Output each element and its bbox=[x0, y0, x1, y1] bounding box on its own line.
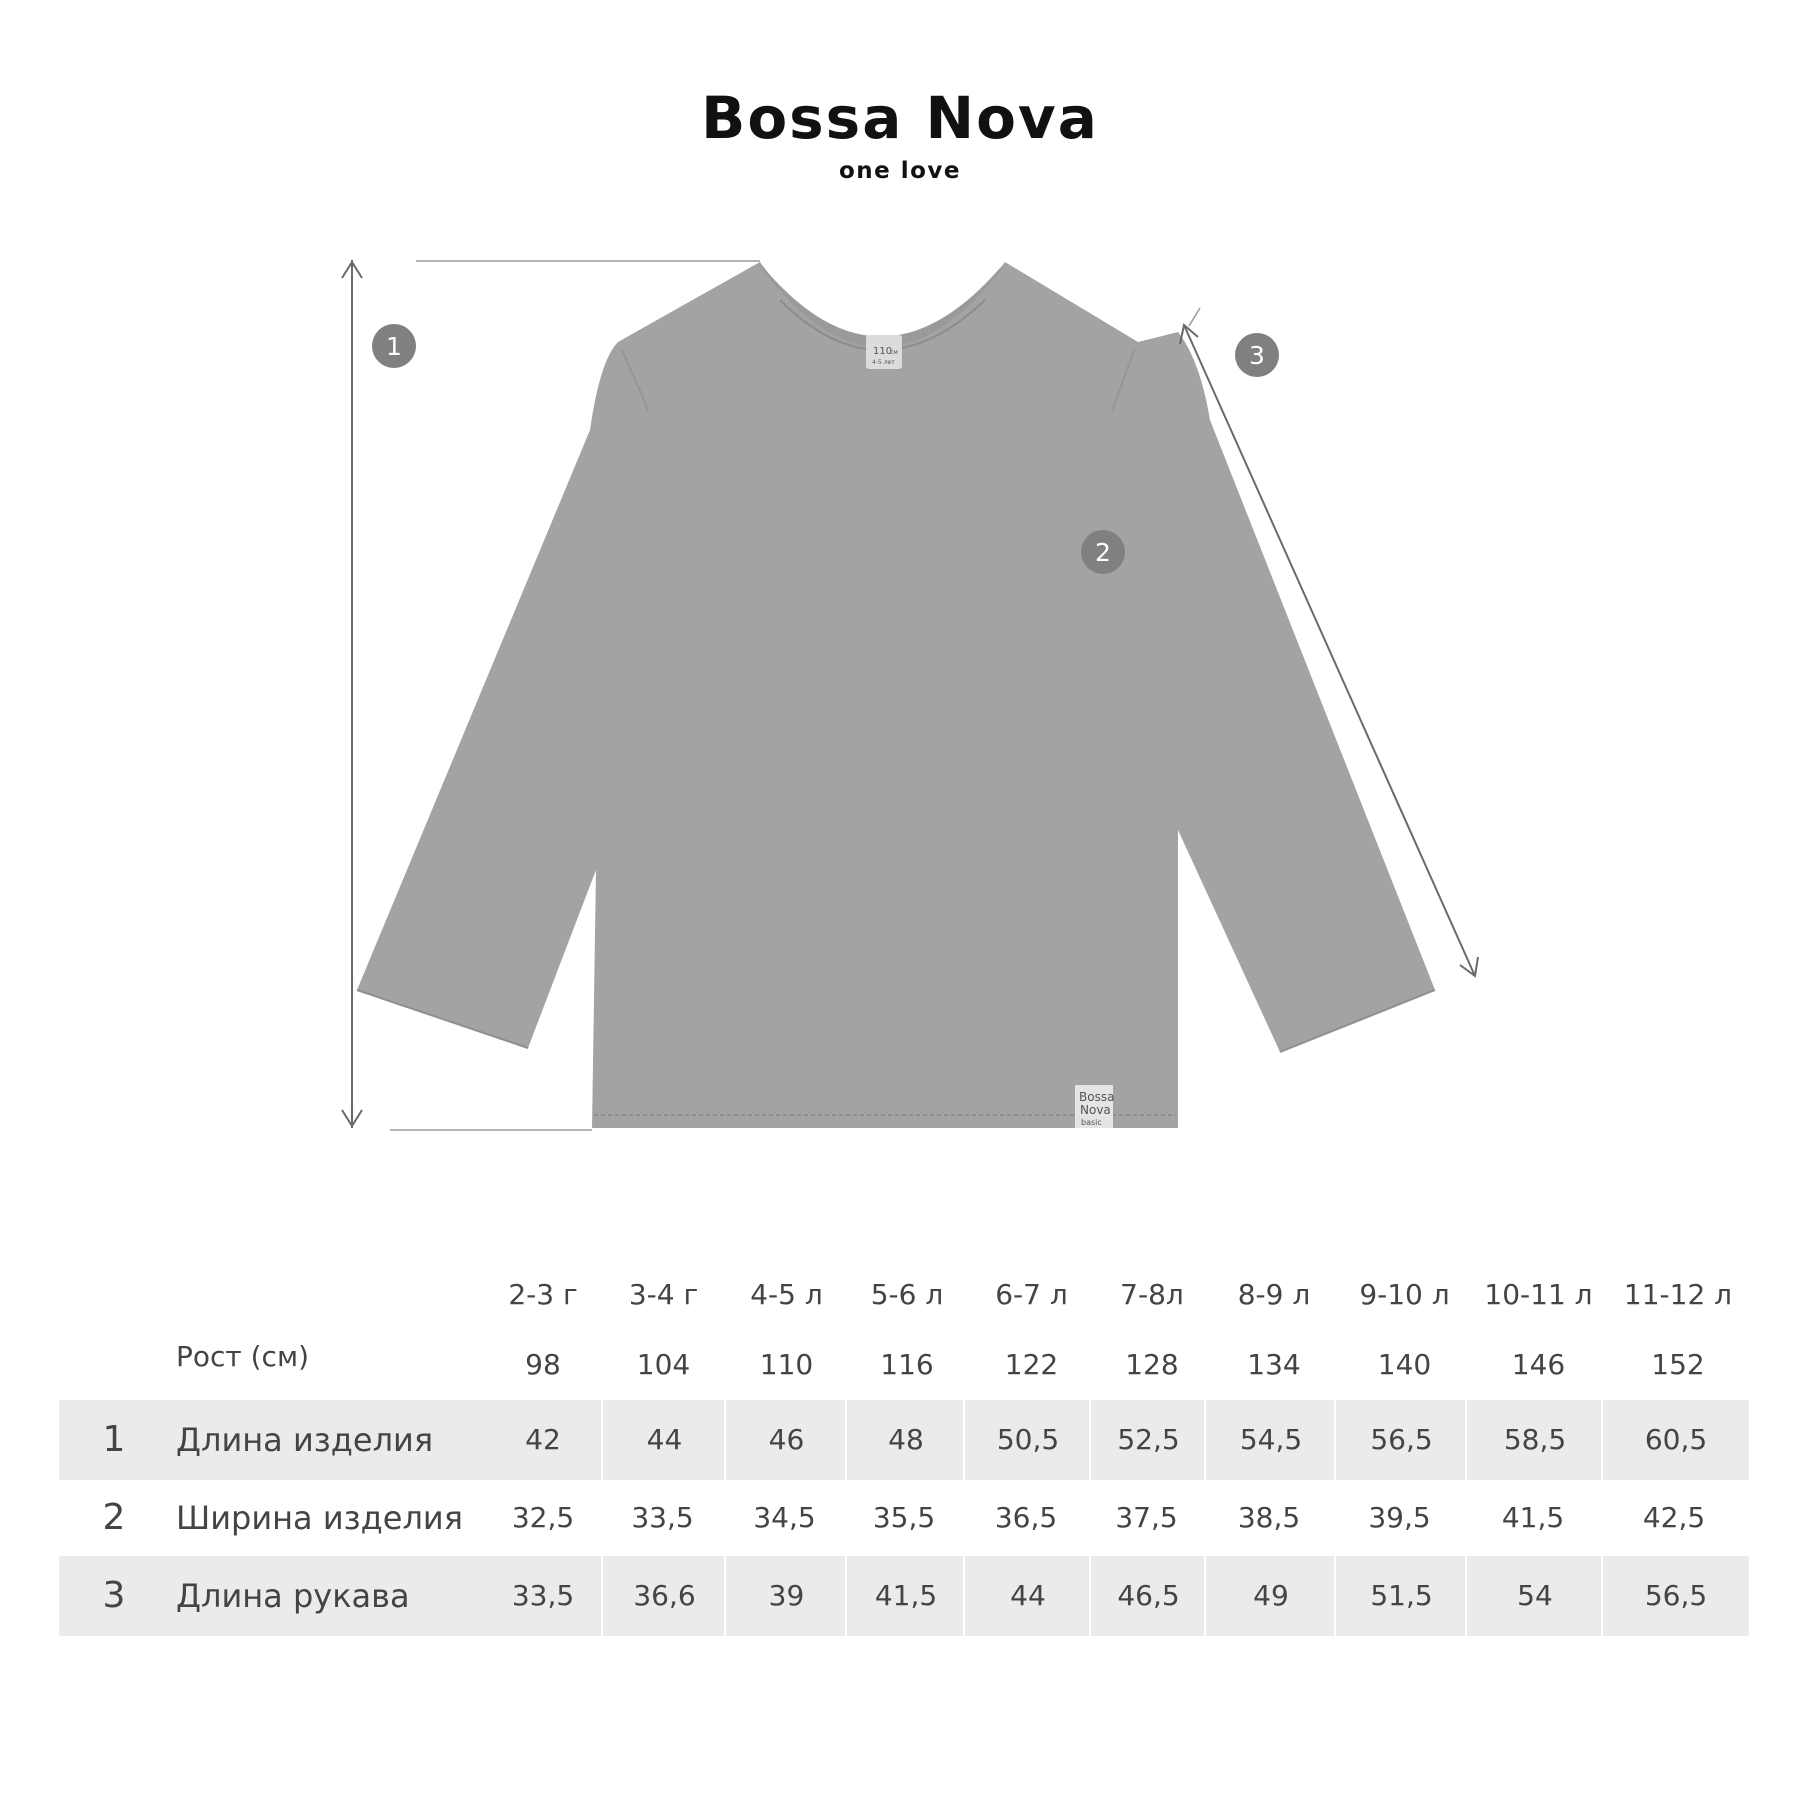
table-cell: 33,5 bbox=[511, 1579, 575, 1612]
table-cell: 54 bbox=[1465, 1556, 1603, 1636]
marker-2-label: 2 bbox=[1095, 538, 1111, 567]
table-cell: 42 bbox=[525, 1423, 561, 1456]
marker-1 bbox=[372, 324, 416, 368]
height-value: 122 bbox=[1004, 1348, 1059, 1381]
table-cell: 32,5 bbox=[511, 1501, 575, 1534]
height-value: 116 bbox=[880, 1348, 934, 1381]
neck-tag bbox=[866, 335, 902, 369]
table-cell: 35,5 bbox=[872, 1501, 936, 1534]
size-header: 7-8л bbox=[1120, 1278, 1184, 1311]
row-number: 1 bbox=[102, 1419, 126, 1460]
table-cell: 51,5 bbox=[1334, 1556, 1467, 1636]
table-cell: 44 bbox=[601, 1400, 726, 1480]
size-header: 10-11 л bbox=[1484, 1278, 1593, 1311]
table-cell: 50,5 bbox=[963, 1400, 1091, 1480]
brand-subtitle: one love bbox=[838, 158, 962, 184]
table-cell: 54,5 bbox=[1204, 1400, 1336, 1480]
height-value: 146 bbox=[1511, 1348, 1566, 1381]
hem-tag bbox=[1075, 1085, 1114, 1128]
row-number: 2 bbox=[102, 1497, 126, 1538]
height-value: 128 bbox=[1125, 1348, 1179, 1381]
size-header: 2-3 г bbox=[508, 1278, 578, 1311]
neck-tag-unit: см bbox=[890, 349, 898, 356]
table-cell: 33,5 bbox=[631, 1501, 694, 1534]
table-row bbox=[59, 1556, 1749, 1636]
size-header: 8-9 л bbox=[1237, 1278, 1311, 1311]
shirt-body bbox=[357, 262, 1435, 1128]
table-cell: 39,5 bbox=[1368, 1501, 1431, 1534]
table-cell: 56,5 bbox=[1601, 1556, 1749, 1636]
table-cell: 48 bbox=[845, 1400, 965, 1480]
row-number: 3 bbox=[102, 1575, 126, 1616]
table-cell: 49 bbox=[1204, 1556, 1336, 1636]
table-cell: 39 bbox=[724, 1556, 847, 1636]
height-value: 110 bbox=[759, 1348, 814, 1381]
table-cell: 56,5 bbox=[1334, 1400, 1467, 1480]
longsleeve-shirt bbox=[357, 262, 1435, 1128]
row-label: Ширина изделия bbox=[176, 1499, 463, 1537]
size-header: 4-5 л bbox=[750, 1278, 823, 1311]
table-cell: 46 bbox=[724, 1400, 847, 1480]
hem-tag-line2: Nova bbox=[1080, 1103, 1111, 1117]
marker-3-label: 3 bbox=[1249, 341, 1265, 370]
table-cell: 36,5 bbox=[994, 1501, 1058, 1534]
marker-3 bbox=[1235, 333, 1279, 377]
height-value: 152 bbox=[1651, 1348, 1705, 1381]
marker-2 bbox=[1081, 530, 1125, 574]
row-label: Длина рукава bbox=[176, 1577, 410, 1615]
table-cell: 42,5 bbox=[1642, 1501, 1706, 1534]
size-header: 3-4 г bbox=[628, 1278, 699, 1311]
height-value: 98 bbox=[525, 1348, 561, 1381]
table-cell: 46,5 bbox=[1089, 1556, 1206, 1636]
table-cell: 38,5 bbox=[1237, 1501, 1301, 1534]
size-header: 5-6 л bbox=[870, 1278, 944, 1311]
table-cell: 60,5 bbox=[1601, 1400, 1749, 1480]
height-value: 104 bbox=[636, 1348, 691, 1381]
neck-tag-age: 4-5 лет bbox=[872, 359, 895, 366]
row-label: Длина изделия bbox=[176, 1421, 434, 1459]
table-row bbox=[59, 1400, 1749, 1480]
size-header: 11-12 л bbox=[1623, 1278, 1733, 1311]
table-cell: 36,6 bbox=[601, 1556, 726, 1636]
neck-tag-size: 110 bbox=[873, 346, 893, 357]
brand-title: Bossa Nova bbox=[701, 84, 1099, 152]
table-cell: 37,5 bbox=[1115, 1501, 1178, 1534]
table-row bbox=[59, 1478, 1749, 1558]
arrow-down-icon bbox=[1460, 957, 1478, 976]
table-cell: 41,5 bbox=[1501, 1501, 1565, 1534]
height-value: 140 bbox=[1377, 1348, 1432, 1381]
marker-1-label: 1 bbox=[386, 332, 402, 361]
size-header: 6-7 л bbox=[995, 1278, 1068, 1311]
table-cell: 58,5 bbox=[1465, 1400, 1603, 1480]
table-cell: 41,5 bbox=[845, 1556, 965, 1636]
table-cell: 52,5 bbox=[1089, 1400, 1206, 1480]
hem-tag-line1: Bossa bbox=[1079, 1090, 1115, 1104]
table-cell: 34,5 bbox=[753, 1501, 816, 1534]
table-cell: 44 bbox=[963, 1556, 1091, 1636]
size-header: 9-10 л bbox=[1359, 1278, 1450, 1311]
height-value: 134 bbox=[1247, 1348, 1301, 1381]
hem-tag-line3: basic bbox=[1081, 1118, 1102, 1127]
height-label: Рост (см) bbox=[176, 1340, 309, 1373]
